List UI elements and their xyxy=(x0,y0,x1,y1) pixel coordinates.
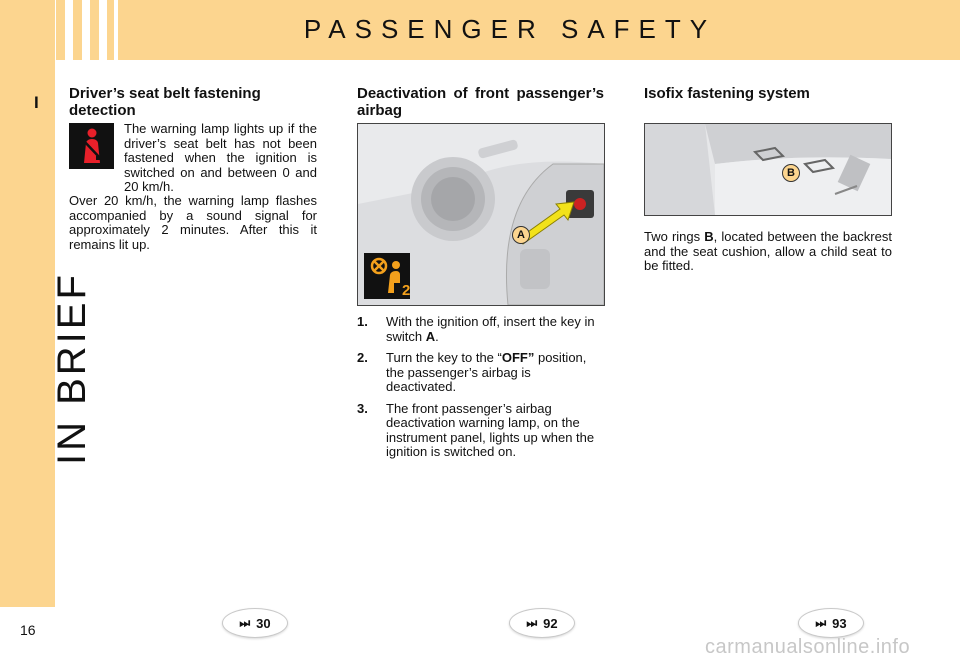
seat-belt-warning-icon xyxy=(69,123,114,169)
airbag-steps xyxy=(357,315,604,467)
step-1: 1. With the ignition off, insert the key in switch A. xyxy=(357,314,595,344)
seat-belt-paragraph-1: The warning lamp lights up if the driver’s seat belt has not been fastened when the ignition is switched on and between 0 and 20 km/h. xyxy=(124,121,317,194)
callout-a: A xyxy=(512,226,530,244)
page-ref-92[interactable]: ⏭ 92 xyxy=(509,608,575,638)
page-title: PASSENGER SAFETY xyxy=(303,14,717,44)
header-stripe xyxy=(99,0,107,60)
step-3: 3. The front passenger’s airbag deactivation warning lamp, on the instrument panel, lights up when the ignition is switched on. xyxy=(357,400,595,459)
page-number: 16 xyxy=(20,622,36,638)
isofix-paragraph: Two rings B, located between the backrest and the seat cushion, allow a child seat to be fitted. xyxy=(644,229,892,273)
isofix-photo xyxy=(644,123,892,216)
airbag-heading: Deactivation of front passenger’s airbag xyxy=(357,85,604,119)
airbag-off-icon xyxy=(364,253,410,299)
forward-arrow-icon: ⏭ xyxy=(239,615,251,630)
svg-text:2: 2 xyxy=(402,282,410,299)
seat-belt-paragraph-2: Over 20 km/h, the warning lamp flashes accompanied by a sound signal for approximately 2 minutes. After this it remains lit up. xyxy=(69,193,317,252)
chapter-title-vertical: IN BRIEF xyxy=(50,272,94,465)
forward-arrow-icon: ⏭ xyxy=(815,615,827,630)
callout-b: B xyxy=(782,164,800,182)
page-ref-30[interactable]: ⏭ 30 xyxy=(222,608,288,638)
sidebar-band xyxy=(0,0,55,607)
watermark: carmanualsonline.info xyxy=(705,636,911,658)
chapter-numeral: I xyxy=(34,93,39,112)
step-2: 2. Turn the key to the “OFF” position, the passenger’s airbag is deactivated. xyxy=(357,350,587,394)
forward-arrow-icon: ⏭ xyxy=(526,615,538,630)
page-ref-93[interactable]: ⏭ 93 xyxy=(798,608,864,638)
header-stripe xyxy=(65,0,73,60)
isofix-heading: Isofix fastening system xyxy=(644,85,810,102)
seat-belt-heading: Driver’s seat belt fastening detection xyxy=(69,85,261,119)
header-stripe xyxy=(82,0,90,60)
header-stripe xyxy=(114,0,118,60)
